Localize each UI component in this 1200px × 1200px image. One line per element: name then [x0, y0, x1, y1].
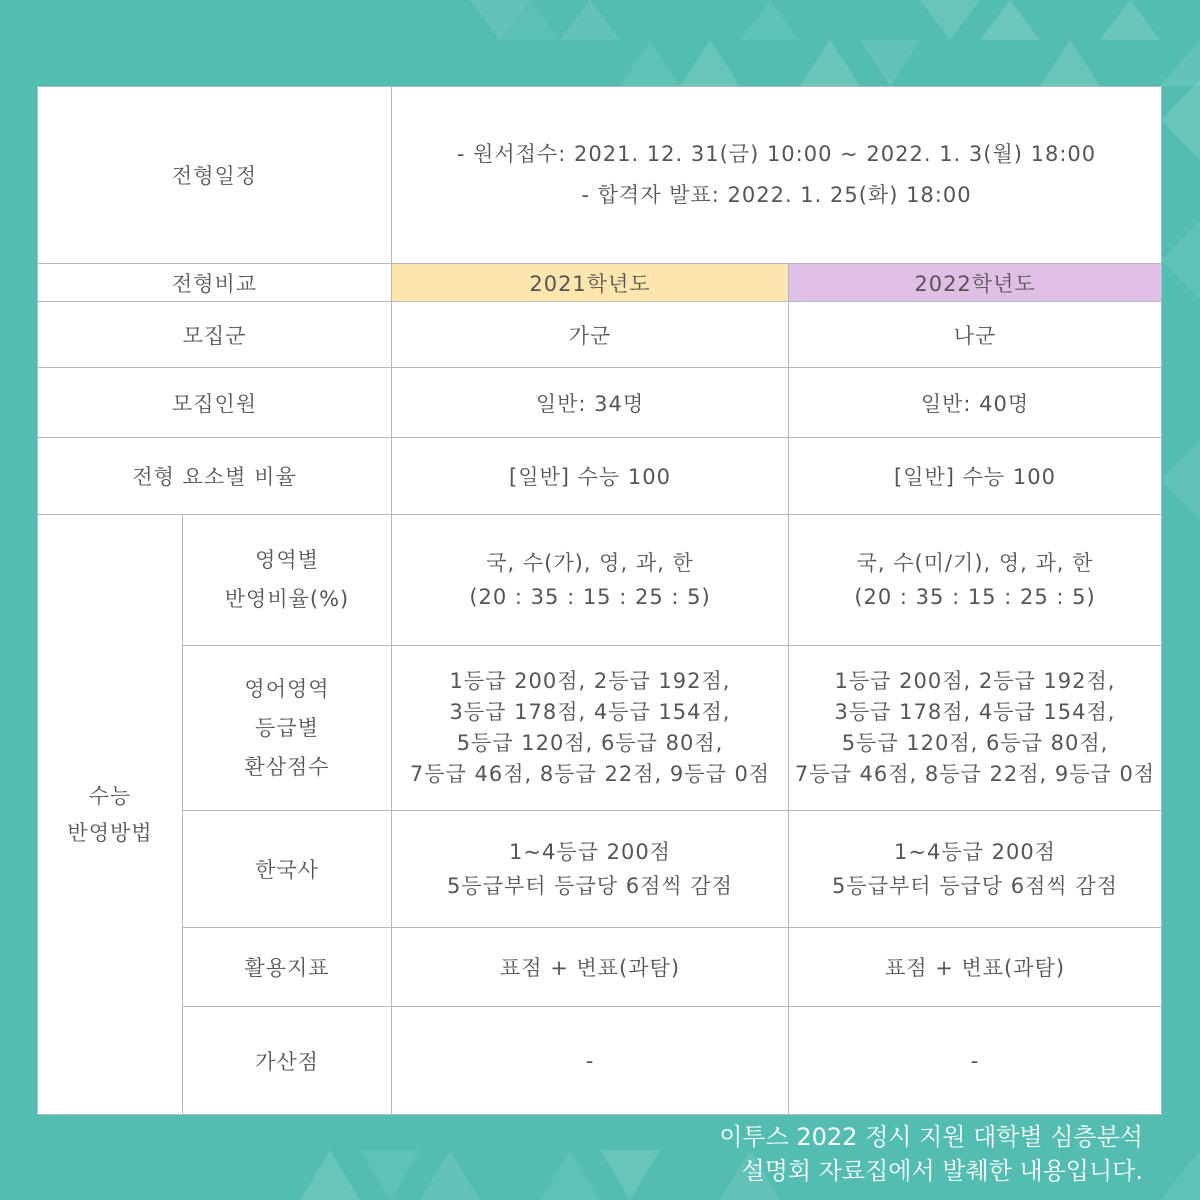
ratio-2022: [일반] 수능 100 [789, 438, 1162, 515]
bonus-2021: - [392, 1007, 789, 1115]
history-2022-line-1: 1~4등급 200점 [894, 840, 1056, 864]
quota-label: 모집인원 [38, 368, 392, 438]
ratio-label: 전형 요소별 비율 [38, 438, 392, 515]
english-2022-line-2: 3등급 178점, 4등급 154점, [834, 700, 1116, 724]
suneung-label-line-1: 수능 [88, 783, 132, 808]
ratio-2021: [일반] 수능 100 [392, 438, 789, 515]
schedule-label: 전형일정 [38, 87, 392, 264]
english-2021-line-2: 3등급 178점, 4등급 154점, [449, 700, 731, 724]
comparison-header-row [38, 264, 1162, 302]
quota-2021: 일반: 34명 [392, 368, 789, 438]
group-2021: 가군 [392, 302, 789, 368]
group-2022: 나군 [789, 302, 1162, 368]
english-score-label-line-3: 환삼점수 [244, 754, 330, 779]
history-2021-line-1: 1~4등급 200점 [509, 840, 671, 864]
index-row [38, 928, 1162, 1007]
english-score-label [183, 646, 392, 811]
english-score-2022 [789, 646, 1162, 811]
history-2022-line-2: 5등급부터 등급당 6점씩 감점 [832, 874, 1118, 898]
area-ratio-label-line-2: 반영비율(%) [224, 587, 350, 611]
index-2022: 표점 + 변표(과탐) [789, 928, 1162, 1007]
area-ratio-2021-weights: (20 : 35 : 15 : 25 : 5) [469, 585, 711, 609]
history-2021-line-2: 5등급부터 등급당 6점씩 감점 [447, 874, 733, 898]
footnote-line-2: 설명회 자료집에서 발췌한 내용입니다. [741, 1157, 1143, 1185]
bonus-2022: - [789, 1007, 1162, 1115]
source-footnote [719, 1120, 1143, 1188]
comparison-label: 전형비교 [38, 264, 392, 302]
schedule-row [38, 87, 1162, 264]
history-2022 [789, 811, 1162, 928]
area-ratio-label-line-1: 영역별 [255, 548, 319, 572]
history-label: 한국사 [183, 811, 392, 928]
suneung-method-label [38, 515, 183, 1115]
suneung-label-line-2: 반영방법 [67, 820, 153, 845]
schedule-value [392, 87, 1162, 264]
area-ratio-2021-subjects: 국, 수(가), 영, 과, 한 [486, 551, 694, 575]
schedule-application-line: - 원서접수: 2021. 12. 31(금) 10:00 ~ 2022. 1. 3(월) 18:00 [456, 142, 1097, 166]
english-score-2021 [392, 646, 789, 811]
english-score-row [38, 646, 1162, 811]
area-ratio-2021 [392, 515, 789, 646]
english-2022-line-3: 5등급 120점, 6등급 80점, [841, 731, 1109, 755]
index-label: 활용지표 [183, 928, 392, 1007]
group-row [38, 302, 1162, 368]
quota-row [38, 368, 1162, 438]
english-2021-line-4: 7등급 46점, 8등급 22점, 9등급 0점 [409, 762, 771, 786]
area-ratio-2022-weights: (20 : 35 : 15 : 25 : 5) [854, 585, 1096, 609]
english-2022-line-4: 7등급 46점, 8등급 22점, 9등급 0점 [794, 762, 1156, 786]
english-2021-line-3: 5등급 120점, 6등급 80점, [456, 731, 724, 755]
quota-2022: 일반: 40명 [789, 368, 1162, 438]
year-2022-header: 2022학년도 [789, 264, 1162, 302]
admission-table [37, 86, 1162, 1115]
area-ratio-label [183, 515, 392, 646]
ratio-row [38, 438, 1162, 515]
year-2021-header: 2021학년도 [392, 264, 789, 302]
english-2021-line-1: 1등급 200점, 2등급 192점, [449, 669, 731, 693]
english-score-label-line-2: 등급별 [255, 715, 319, 740]
area-ratio-row [38, 515, 1162, 646]
bonus-row [38, 1007, 1162, 1115]
history-2021 [392, 811, 789, 928]
index-2021: 표점 + 변표(과탐) [392, 928, 789, 1007]
footnote-line-1: 이투스 2022 정시 지원 대학별 심층분석 [719, 1123, 1143, 1151]
english-score-label-line-1: 영어영역 [244, 676, 330, 701]
area-ratio-2022-subjects: 국, 수(미/기), 영, 과, 한 [856, 551, 1094, 575]
schedule-announcement-line: - 합격자 발표: 2022. 1. 25(화) 18:00 [581, 183, 972, 207]
english-2022-line-1: 1등급 200점, 2등급 192점, [834, 669, 1116, 693]
history-row [38, 811, 1162, 928]
area-ratio-2022 [789, 515, 1162, 646]
bonus-label: 가산점 [183, 1007, 392, 1115]
group-label: 모집군 [38, 302, 392, 368]
